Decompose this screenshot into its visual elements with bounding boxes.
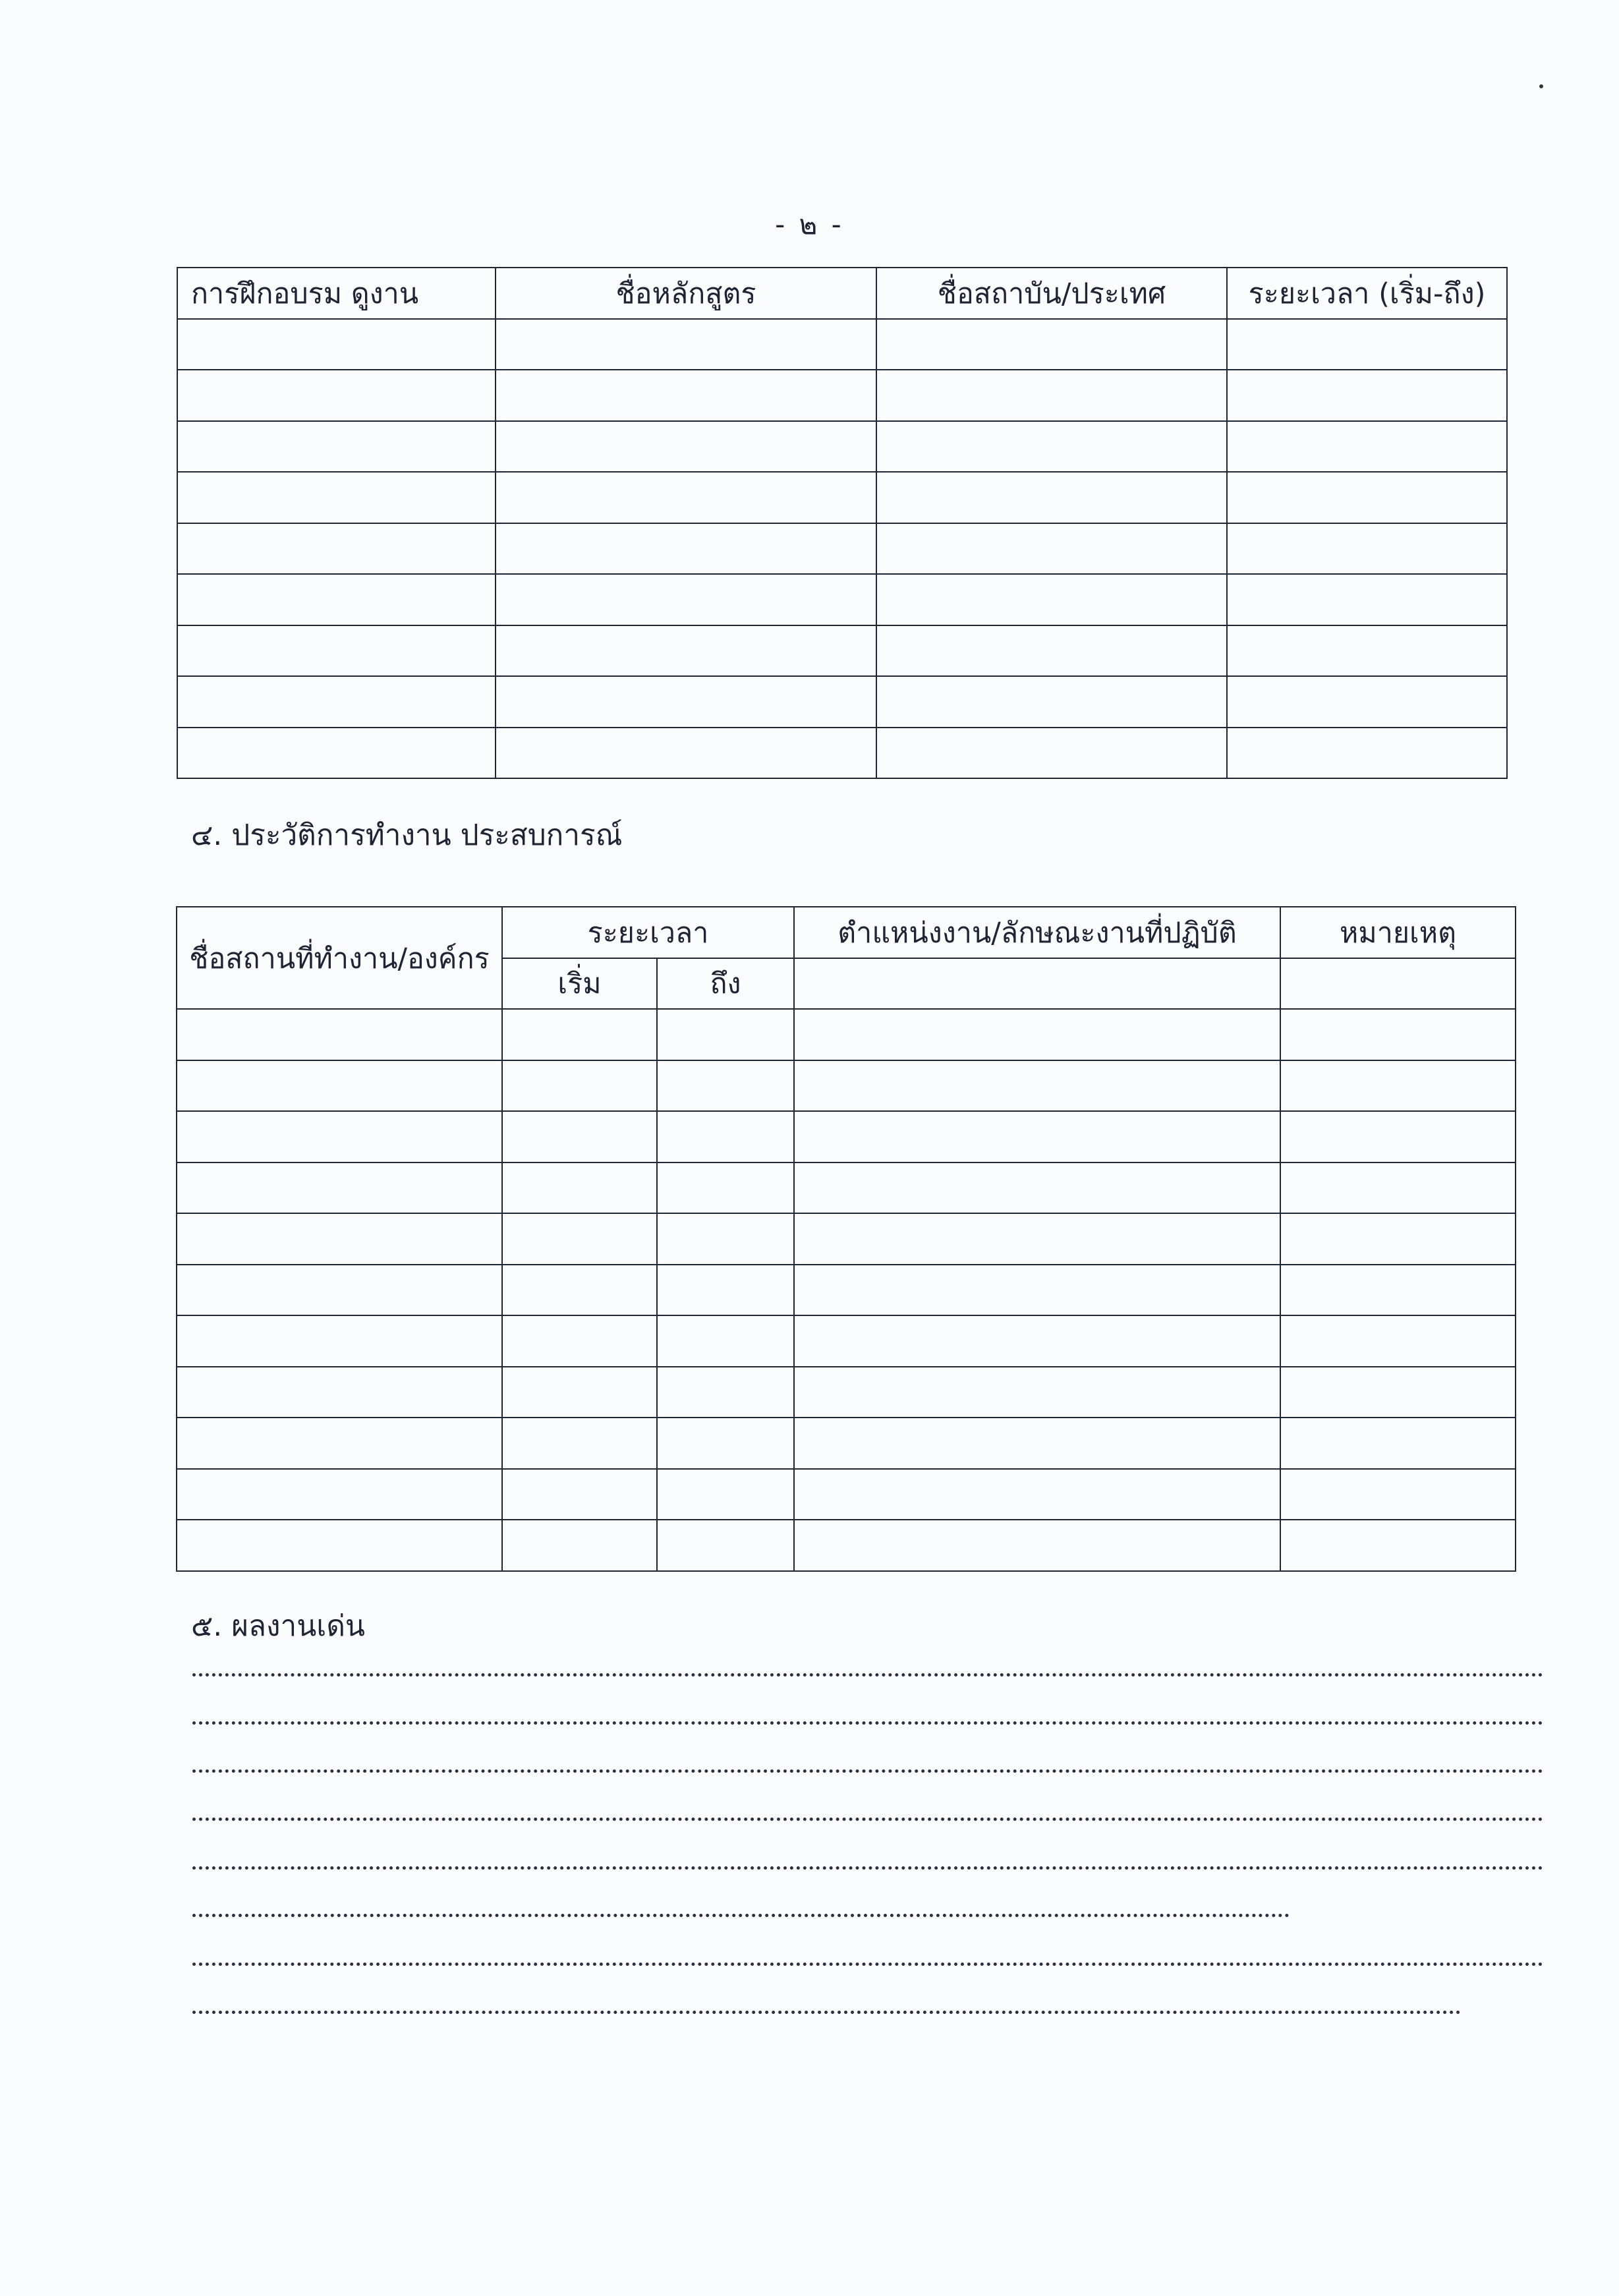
table-cell[interactable] [496, 728, 876, 779]
dotted-line[interactable] [192, 1721, 1543, 1725]
table-cell[interactable] [794, 1009, 1280, 1060]
table-row [177, 574, 1507, 625]
table-row [177, 1111, 1516, 1162]
table-cell[interactable] [876, 625, 1227, 677]
table-cell[interactable] [794, 1315, 1280, 1367]
table-cell[interactable] [1227, 421, 1507, 473]
page-number: - ๒ - [775, 208, 844, 241]
table-cell[interactable] [1280, 1162, 1516, 1214]
table-cell[interactable] [177, 1111, 502, 1162]
table-cell[interactable] [502, 1418, 657, 1469]
table-cell[interactable] [502, 1060, 657, 1112]
table-cell[interactable] [177, 728, 496, 779]
table-row [177, 1520, 1516, 1571]
table-cell[interactable] [657, 1162, 794, 1214]
table-row [177, 1213, 1516, 1265]
table-cell[interactable] [177, 1520, 502, 1571]
table-cell[interactable] [876, 319, 1227, 370]
table-cell[interactable] [177, 1418, 502, 1469]
table-cell[interactable] [177, 1265, 502, 1316]
table-row [177, 676, 1507, 728]
table-cell[interactable] [502, 1315, 657, 1367]
table-row [177, 625, 1507, 677]
table-cell[interactable] [657, 1060, 794, 1112]
table-cell[interactable] [1227, 319, 1507, 370]
table-cell[interactable] [177, 319, 496, 370]
table-cell[interactable] [657, 1469, 794, 1520]
table-cell[interactable] [177, 1315, 502, 1367]
table-cell[interactable] [1280, 1111, 1516, 1162]
table-cell[interactable] [177, 574, 496, 625]
table-cell[interactable] [876, 421, 1227, 473]
dotted-line[interactable] [192, 1914, 1290, 1917]
dotted-line[interactable] [192, 2011, 1461, 2014]
header-course-name: ชื่อหลักสูตร [496, 268, 876, 319]
table-cell[interactable] [502, 1111, 657, 1162]
table-cell[interactable] [876, 728, 1227, 779]
remarks-blank-cell[interactable] [1280, 958, 1516, 1010]
header-duration: ระยะเวลา (เริ่ม-ถึง) [1227, 268, 1507, 319]
table-cell[interactable] [794, 1418, 1280, 1469]
table-cell[interactable] [1280, 1315, 1516, 1367]
table-cell[interactable] [1280, 1009, 1516, 1060]
table-cell[interactable] [502, 1265, 657, 1316]
header-institution-country: ชื่อสถาบัน/ประเทศ [876, 268, 1227, 319]
table-cell[interactable] [177, 1060, 502, 1112]
training-table [177, 267, 1508, 779]
table-cell[interactable] [177, 1213, 502, 1265]
dotted-line[interactable] [192, 1769, 1543, 1773]
header-end: ถึง [657, 958, 794, 1010]
table-row [177, 1265, 1516, 1316]
table-cell[interactable] [496, 319, 876, 370]
dotted-line[interactable] [192, 1673, 1543, 1677]
table-row [177, 1009, 1516, 1060]
table-cell[interactable] [1280, 1367, 1516, 1418]
table-row [177, 1162, 1516, 1214]
dotted-line[interactable] [192, 1963, 1543, 1966]
table-cell[interactable] [794, 1520, 1280, 1571]
table-cell[interactable] [496, 523, 876, 575]
table-cell[interactable] [1280, 1418, 1516, 1469]
table-cell[interactable] [794, 1060, 1280, 1112]
table-cell[interactable] [177, 625, 496, 677]
table-cell[interactable] [876, 472, 1227, 523]
table-cell[interactable] [657, 1111, 794, 1162]
section-4-heading: ๔. ประวัติการทำงาน ประสบการณ์ [191, 818, 623, 852]
table-cell[interactable] [1227, 625, 1507, 677]
table-cell[interactable] [876, 676, 1227, 728]
table-cell[interactable] [496, 676, 876, 728]
table-cell[interactable] [1227, 472, 1507, 523]
table-cell[interactable] [1280, 1060, 1516, 1112]
header-training: การฝึกอบรม ดูงาน [177, 268, 496, 319]
header-remarks: หมายเหตุ [1280, 907, 1516, 958]
table-cell[interactable] [657, 1418, 794, 1469]
table-row [177, 523, 1507, 575]
table-cell[interactable] [657, 1315, 794, 1367]
table-row [177, 472, 1507, 523]
table-cell[interactable] [496, 574, 876, 625]
training-header-row [177, 268, 1507, 319]
table-row [177, 1060, 1516, 1112]
header-position: ตำแหน่งงาน/ลักษณะงานที่ปฏิบัติ [794, 907, 1280, 958]
table-cell[interactable] [1227, 574, 1507, 625]
table-row [177, 370, 1507, 421]
table-cell[interactable] [1280, 1469, 1516, 1520]
table-cell[interactable] [177, 1009, 502, 1060]
table-cell[interactable] [502, 1009, 657, 1060]
table-cell[interactable] [496, 472, 876, 523]
table-cell[interactable] [794, 1162, 1280, 1214]
dotted-line[interactable] [192, 1818, 1543, 1821]
table-row [177, 1367, 1516, 1418]
table-cell[interactable] [502, 1469, 657, 1520]
table-row [177, 421, 1507, 473]
table-cell[interactable] [1227, 370, 1507, 421]
table-cell[interactable] [496, 625, 876, 677]
table-cell[interactable] [496, 421, 876, 473]
scan-speck [1539, 84, 1543, 88]
table-cell[interactable] [657, 1009, 794, 1060]
table-cell[interactable] [1227, 728, 1507, 779]
table-cell[interactable] [177, 1367, 502, 1418]
table-cell[interactable] [496, 370, 876, 421]
table-cell[interactable] [876, 523, 1227, 575]
table-cell[interactable] [794, 1111, 1280, 1162]
table-cell[interactable] [1227, 676, 1507, 728]
header-start: เริ่ม [502, 958, 657, 1010]
table-cell[interactable] [502, 1162, 657, 1214]
table-cell[interactable] [177, 370, 496, 421]
table-cell[interactable] [794, 1367, 1280, 1418]
table-row [177, 728, 1507, 779]
table-row [177, 319, 1507, 370]
table-cell[interactable] [794, 1265, 1280, 1316]
table-cell[interactable] [876, 370, 1227, 421]
table-cell[interactable] [177, 1469, 502, 1520]
table-cell[interactable] [502, 1213, 657, 1265]
table-cell[interactable] [794, 1469, 1280, 1520]
table-cell[interactable] [794, 1213, 1280, 1265]
table-cell[interactable] [1280, 1265, 1516, 1316]
table-cell[interactable] [1227, 523, 1507, 575]
section-5-heading: ๕. ผลงานเด่น [191, 1609, 365, 1643]
table-cell[interactable] [177, 421, 496, 473]
table-cell[interactable] [177, 676, 496, 728]
table-cell[interactable] [502, 1367, 657, 1418]
table-cell[interactable] [177, 1162, 502, 1214]
table-cell[interactable] [657, 1367, 794, 1418]
table-cell[interactable] [657, 1265, 794, 1316]
table-cell[interactable] [502, 1520, 657, 1571]
table-cell[interactable] [1280, 1213, 1516, 1265]
table-cell[interactable] [177, 523, 496, 575]
header-workplace: ชื่อสถานที่ทำงาน/องค์กร [177, 907, 502, 1009]
header-period: ระยะเวลา [502, 907, 794, 958]
table-cell[interactable] [177, 472, 496, 523]
table-row [177, 1418, 1516, 1469]
work-history-table [176, 906, 1516, 1572]
table-cell[interactable] [657, 1213, 794, 1265]
position-blank-cell[interactable] [794, 958, 1280, 1010]
table-cell[interactable] [876, 574, 1227, 625]
work-header-row-1 [177, 907, 1516, 958]
dotted-line[interactable] [192, 1866, 1543, 1870]
table-cell[interactable] [1280, 1520, 1516, 1571]
table-cell[interactable] [657, 1520, 794, 1571]
table-row [177, 1315, 1516, 1367]
table-row [177, 1469, 1516, 1520]
